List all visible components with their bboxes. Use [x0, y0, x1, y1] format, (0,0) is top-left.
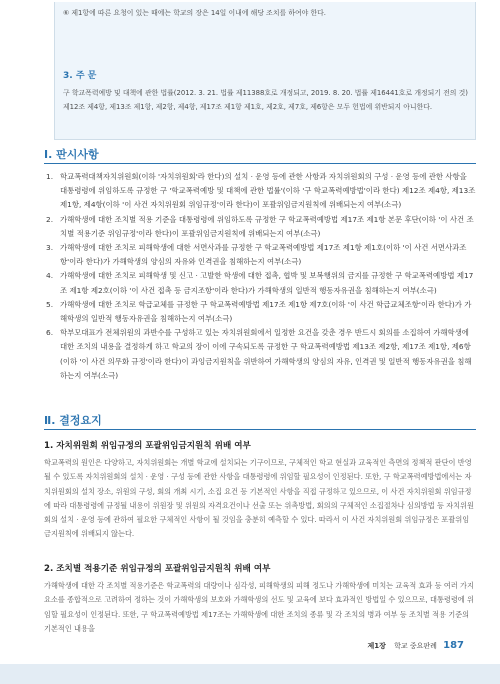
list-item: 3. 가해학생에 대한 조치로 피해학생에 대한 서면사과를 규정한 구 학교폭력예방법 제17조 제1항 제1호(이하 '이 사건 서면사과조항'이라 한다)가 가해학생의 양심의 자유와 인격권을 침해하는지 여부(소극)	[46, 243, 467, 267]
page-number: 187	[443, 640, 464, 651]
statute-box	[54, 2, 476, 140]
subsection-body-1: 학교폭력의 원인은 다양하고, 자치위원회는 개별 학교에 설치되는 기구이므로, 구체적인 학교 현실과 교육적인 측면의 정책적 판단이 반영될 수 있도록 자치위원회의 설치 · 운영 · 구성 등에 관한 사항을 대통령령에 위임할 필요성이 인정된다. 또한, 구 학교폭력예방법에서는 자치위원회의 설치 장소, 위원의 구성, 회의 개최 시기, 소집 요건 등 기본적인 사항을 직접 규정하고 있으므로, 이 사건 자치위원회 위임규정에 따라 대통령령에 규정될 내용이 위원장 및 위원의 자격요건이나 선출 또는 위촉방법, 회의의 구체적인 소집절차나 심의방법 등 자치위원회의 설치 · 운영 등에 관하여 필요한 구체적인 사항이 될 것임을 충분히 예측할 수 있다. 따라서 이 사건 자치위원회 위임규정은 포괄위임금지원칙에 위배되지 않는다.	[44, 458, 474, 539]
list-item: 1. 학교폭력대책자치위원회(이하 '자치위원회'라 한다)의 설치 · 운영 등에 관한 사항과 자치위원회의 구성 · 운영 등에 관한 사항을 대통령령에 위임하도록 규정한 구 '학교폭력예방 및 대책에 관한 법률'(이하 '구 학교폭력예방법'이라 한다) 제12조 제4항, 제13조 제1항, 제4항(이하 '이 사건 자치위원회 위임규정'이라 한다)이 포괄위임금지원칙에 위배되는지 여부(소극)	[46, 172, 476, 210]
holdings-list	[44, 170, 476, 383]
list-item: 6. 학부모대표가 전체위원의 과반수를 구성하고 있는 자치위원회에서 일정한 요건을 갖춘 경우 반드시 회의를 소집하여 가해학생에 대한 조치의 내용을 결정하게 하고 학교의 장이 이에 구속되도록 규정한 구 학교폭력예방법 제13조 제2항, 제17조 제1항, 제6항(이하 '이 사건 의무화 규정'이라 한다)이 과잉금지원칙을 위반하여 가해학생의 양심의 자유, 인격권 및 일반적 행동자유권을 침해하는지 여부(소극)	[46, 328, 472, 380]
section-heading-holdings: Ⅰ. 판시사항	[44, 148, 99, 161]
section-divider	[44, 163, 476, 164]
list-item: 5. 가해학생에 대한 조치로 학급교체를 규정한 구 학교폭력예방법 제17조 제1항 제7호(이하 '이 사건 학급교체조항'이라 한다)가 가해학생의 일반적 행동자유권을 침해하는지 여부(소극)	[46, 299, 472, 324]
footer-bar	[0, 664, 500, 684]
statute-note: ⑥ 제1항에 따른 요청이 있는 때에는 학교의 장은 14일 이내에 해당 조치를 하여야 한다.	[63, 9, 326, 17]
ruling-text: 구 학교폭력예방 및 대책에 관한 법률(2012. 3. 21. 법률 제11388호로 개정되고, 2019. 8. 20. 법률 제16441호로 개정되기 전의 것) 제12조 제4항, 제13조 제1항, 제2항, 제4항, 제17조 제1항 제1호, 제2호, 제7호, 제6항은 모두 헌법에 위반되지 아니한다.	[63, 89, 468, 111]
subsection-heading-1: 1. 자치위원회 위임규정의 포괄위임금지원칙 위배 여부	[44, 441, 251, 451]
list-item: 4. 가해학생에 대한 조치로 피해학생 및 신고 · 고발한 학생에 대한 접촉, 협박 및 보복행위의 금지를 규정한 구 학교폭력예방법 제17조 제1항 제2호(이하 '이 사건 접촉 등 금지조항'이라 한다)가 가해학생의 일반적 행동자유권을 침해하는지 여부(소극)	[46, 271, 474, 295]
list-item: 2. 가해학생에 대한 조치별 적용 기준을 대통령령에 위임하도록 규정한 구 학교폭력예방법 제17조 제1항 본문 후단(이하 '이 사건 조치별 적용기준 위임규정'이라 한다)이 포괄위임금지원칙에 위배되는지 여부(소극)	[46, 214, 474, 238]
section-divider	[44, 429, 476, 430]
subsection-heading-2: 2. 조치별 적용기준 위임규정의 포괄위임금지원칙 위배 여부	[44, 564, 271, 574]
ruling-heading: 3. 주 문	[63, 71, 97, 81]
footer-chapter: 제1장	[367, 642, 386, 650]
section-heading-summary: Ⅱ. 결정요지	[44, 414, 102, 427]
subsection-body-2: 가해학생에 대한 각 조치별 적용기준은 학교폭력의 대량이나 심각성, 피해학생의 피해 정도나 가해학생에 미치는 교육적 효과 등 여러 가지 요소를 종합적으로 고려하여 정하는 것이 가해학생의 보호와 가해학생의 선도 및 교육에 보다 효과적인 방법일 수 있으므로, 대통령령에 위임할 필요성이 인정된다. 또한, 구 학교폭력예방법 제17조는 가해학생에 대한 조치의 종류 및 각 조치의 병과 여부 등 조치별 적용 기준의 기본적인 내용을	[44, 581, 474, 633]
page-footer	[367, 640, 464, 651]
footer-title: 학교 중요판례	[394, 642, 437, 650]
